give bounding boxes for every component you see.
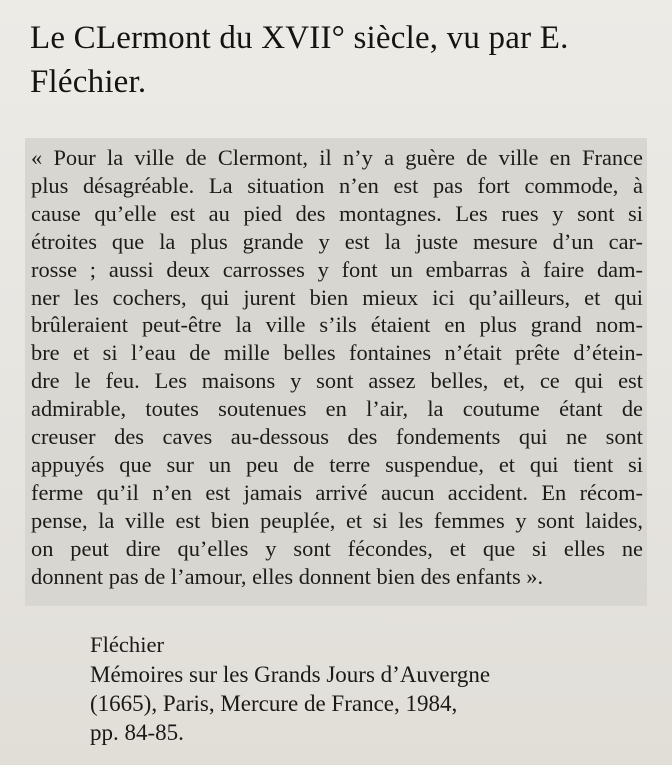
quote-line: dre le feu. Les maisons y sont assez belles, et, ce qui est [31, 368, 643, 394]
quote-line: plus désagréable. La situation n’en est pas fort commode, à [31, 172, 643, 198]
quote-line: admirable, toutes soutenues en l’air, la coutume étant de [31, 396, 643, 422]
quote-line: cause qu’elle est au pied des montagnes. Les rues y sont si [31, 200, 643, 226]
quote-line: rosse ; aussi deux carrosses y font un embarras à faire dam- [31, 256, 643, 282]
quote-line: donnent pas de l’amour, elles donnent bien des enfants ». [31, 563, 544, 589]
source-author: Fléchier [90, 632, 165, 657]
page-title: Le CLermont du XVII° siècle, vu par E. Fléchier. [30, 20, 569, 100]
quote-line: brûleraient peut-être la ville s’ils étaient en plus grand nom- [31, 312, 643, 338]
source-citation [90, 631, 650, 747]
quote-line: ferme qu’il n’en est jamais arrivé aucun accident. En récom- [31, 479, 643, 505]
quote-line: « Pour la ville de Clermont, il n’y a guère de ville en France [31, 145, 643, 170]
quote-line: ner les cochers, qui jurent bien mieux ici qu’ailleurs, et qui [31, 284, 643, 310]
quote-line: étroites que la plus grande y est la juste mesure d’un car- [31, 228, 643, 254]
quote-line: bre et si l’eau de mille belles fontaines n’était prête d’étein- [31, 340, 643, 366]
quote-text [31, 144, 643, 591]
source-work-line: pp. 84-85. [90, 719, 184, 745]
quote-line: on peut dire qu’elles y sont fécondes, et que si elles ne [31, 535, 643, 561]
quote-line: creuser des caves au-dessous des fondements qui ne sont [31, 424, 643, 450]
quote-line: appuyés que sur un peu de terre suspendue, et qui tient si [31, 451, 643, 477]
quote-box [25, 138, 647, 606]
source-work-line: (1665), Paris, Mercure de France, 1984, [90, 690, 458, 716]
source-work-line: Mémoires sur les Grands Jours d’Auvergne [90, 661, 491, 687]
quote-line: pense, la ville est bien peuplée, et si les femmes y sont laides, [31, 507, 643, 533]
